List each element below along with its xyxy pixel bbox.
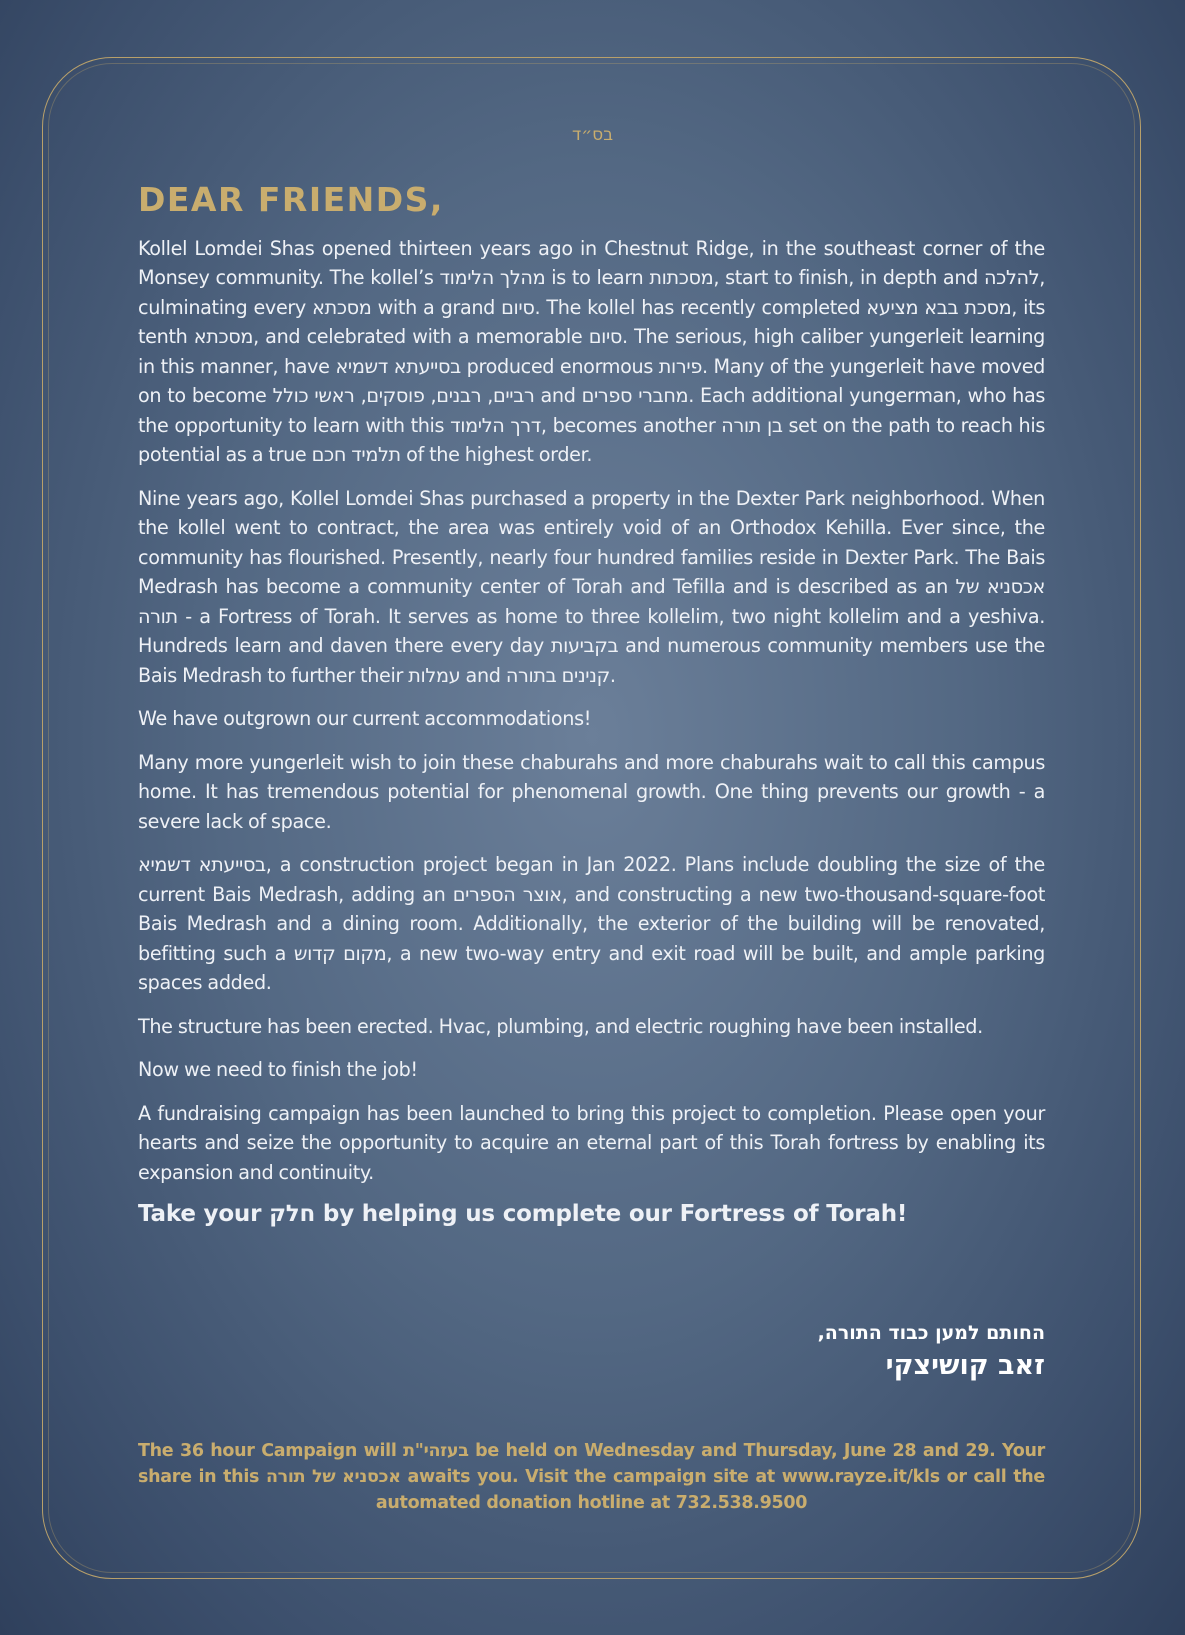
call-to-action: Take your חלק by helping us complete our Fortress of Torah! bbox=[138, 1201, 908, 1228]
letter-greeting: DEAR FRIENDS, bbox=[138, 180, 444, 219]
campaign-footer: The 36 hour Campaign will בעזהי"ת be held on Wednesday and Thursday, June 28 and 29. Your share in this אכסניא של תורה awaits you. Visit the campaign site at www.rayze.it/kls or call the automated donation hotline at 732.538.9500 bbox=[138, 1441, 1045, 1513]
bsd-header: בס״ד bbox=[571, 125, 614, 145]
paragraph-finish: Now we need to finish the job! bbox=[138, 1058, 418, 1082]
paragraph-campaign: A fundraising campaign has been launched to bring this project to completion. Please open your hearts and seize the opportunity to acquire an eternal part of this Torah fortress by enabling its expansion and continuity. bbox=[138, 1101, 1045, 1184]
signature-closing: החותם למען כבוד התורה, bbox=[817, 1322, 1045, 1344]
paragraph-construction: בסייעתא דשמיא, a construction project began in Jan 2022. Plans include doubling the size of the current Bais Medrash, adding an אוצר הספרים, and constructing a new two-thousand-square-foot Bais Medrash and a dining room. Additionally, the exterior of the building will be renovated, befitting such a מקום קדוש, a new two-way entry and exit road will be built, and ample parking spaces added. bbox=[138, 853, 1046, 995]
paragraph-structure: The structure has been erected. Hvac, plumbing, and electric roughing have been installed. bbox=[138, 1014, 983, 1038]
letter-body bbox=[138, 180, 1045, 1227]
paragraph-intro: Kollel Lomdei Shas opened thirteen years ago in Chestnut Ridge, in the southeast corner of the Monsey community. The kollel’s מהלך הלימוד is to learn מסכתות, start to finish, in depth and להלכה, culminating every מסכתא with a grand סיום. The kollel has recently completed מסכת בבא מציעא, its tenth מסכתא, and celebrated with a memorable סיום. The serious, high caliber yungerleit learning in this manner, have בסייעתא דשמיא produced enormous פירות. Many of the yungerleit have moved on to become רביים, רבנים, פוסקים, ראשי כולל and מחברי ספרים. Each additional yungerman, who has the opportunity to learn with this דרך הלימוד, becomes another בן תורה set on the path to reach his potential as a true תלמיד חכם of the highest order. bbox=[138, 236, 1046, 467]
paragraph-outgrown: We have outgrown our current accommodations! bbox=[138, 707, 592, 731]
paragraph-history: Nine years ago, Kollel Lomdei Shas purchased a property in the Dexter Park neighborhood. When the kollel went to contract, the area was entirely void of an Orthodox Kehilla. Ever since, the community has flourished. Presently, nearly four hundred families reside in Dexter Park. The Bais Medrash has become a community center of Torah and Tefilla and is described as an אכסניא של תורה - a Fortress of Torah. It serves as home to three kollelim, two night kollelim and a yeshiva. Hundreds learn and daven there every day בקביעות and numerous community members use the Bais Medrash to further their עמלות and קנינים בתורה. bbox=[138, 486, 1045, 687]
signature-block bbox=[818, 1322, 1045, 1381]
paragraph-growth: Many more yungerleit wish to join these chaburahs and more chaburahs wait to call this campus home. It has tremendous potential for phenomenal growth. One thing prevents our growth - a severe lack of space. bbox=[138, 750, 1045, 833]
signature-name: זאב קושיצקי bbox=[885, 1350, 1045, 1381]
